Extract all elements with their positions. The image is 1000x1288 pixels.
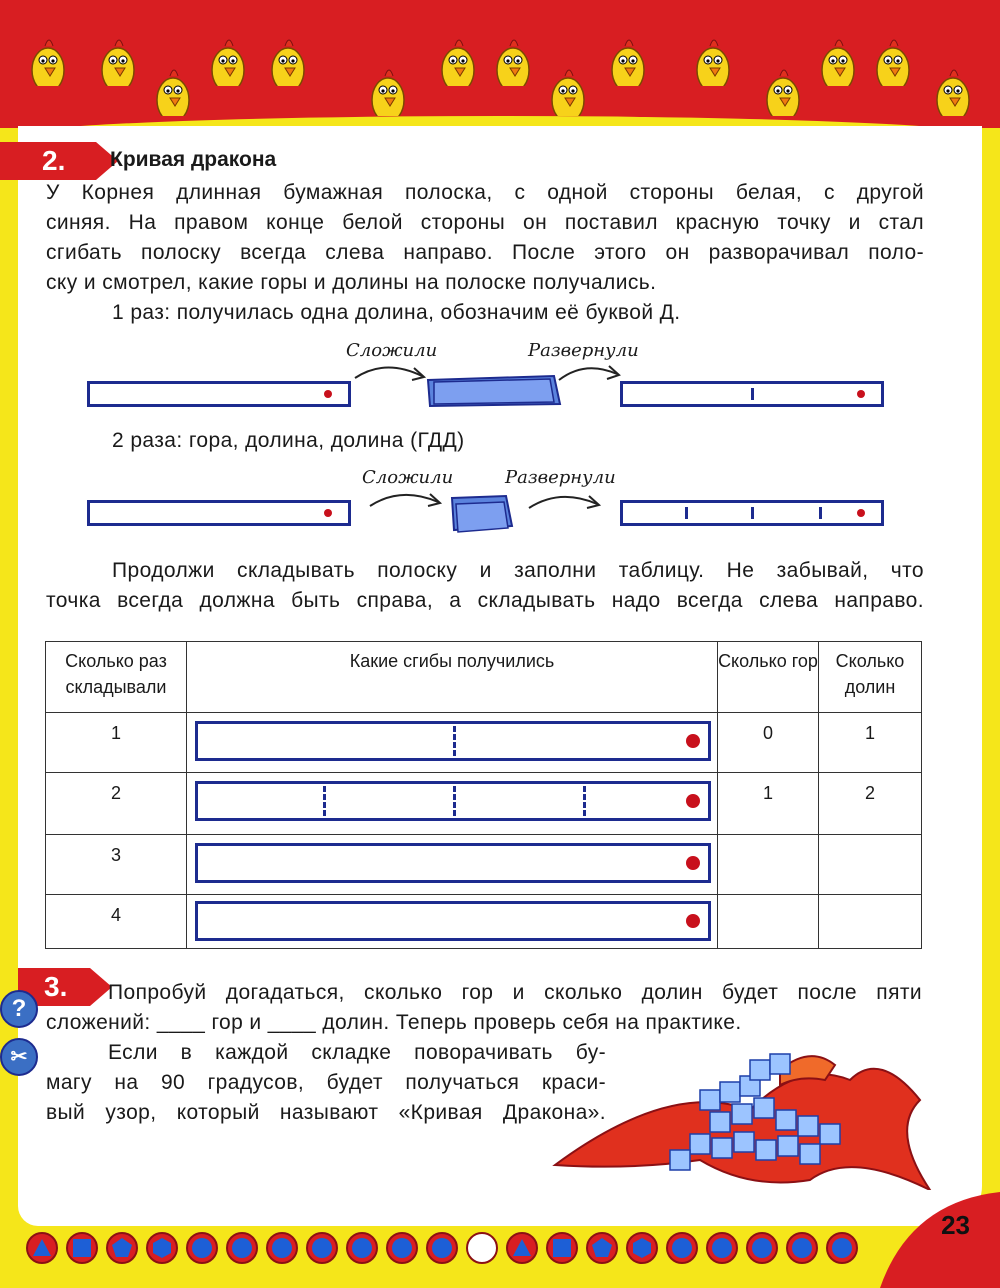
mountains-cell[interactable]: 0 bbox=[718, 713, 819, 773]
folded-label: Сложили bbox=[346, 340, 438, 361]
red-dot bbox=[686, 914, 700, 928]
folds-cell[interactable] bbox=[187, 895, 718, 949]
fold-line bbox=[819, 507, 822, 519]
task3-line: сложений: ____ гор и ____ долин. Теперь проверь себя на практике. bbox=[46, 1011, 742, 1034]
continue-line: точка всегда должна быть справа, а складывать надо всегда слева направо. bbox=[46, 589, 924, 612]
times-cell: 3 bbox=[46, 835, 187, 895]
times-cell: 1 bbox=[46, 713, 187, 773]
chick-icon bbox=[605, 32, 647, 86]
unfolded-label: Развернули bbox=[505, 467, 616, 488]
valleys-cell[interactable] bbox=[819, 895, 922, 949]
page-number: 23 bbox=[941, 1210, 970, 1240]
arrow-icon bbox=[366, 484, 446, 514]
chick-icon bbox=[930, 62, 972, 116]
red-dot bbox=[686, 734, 700, 748]
continue-text bbox=[46, 556, 924, 616]
folded-label: Сложили bbox=[362, 467, 454, 488]
step1-text: 1 раз: получилась одна долина, обозначим её буквой Д. bbox=[112, 301, 681, 324]
mountains-cell[interactable] bbox=[718, 835, 819, 895]
task-title: Кривая дракона bbox=[110, 148, 277, 171]
folded-strip-icon bbox=[424, 374, 564, 410]
header-times: Сколько раз складывали bbox=[46, 642, 187, 713]
table-row bbox=[46, 713, 922, 773]
chick-icon bbox=[870, 32, 912, 86]
folded-strip-icon bbox=[446, 494, 518, 536]
chick-icon bbox=[265, 32, 307, 86]
valleys-cell[interactable]: 2 bbox=[819, 773, 922, 835]
arrow-icon bbox=[555, 358, 625, 388]
table-row bbox=[46, 835, 922, 895]
chick-icon bbox=[545, 62, 587, 116]
chick-icon bbox=[25, 32, 67, 86]
fold-line bbox=[751, 388, 754, 400]
task3-extra-text bbox=[46, 1038, 606, 1128]
strip-initial bbox=[87, 381, 351, 407]
red-dot bbox=[686, 794, 700, 808]
chick-icon bbox=[760, 62, 802, 116]
strip-diagram bbox=[195, 781, 711, 821]
red-dot bbox=[686, 856, 700, 870]
strip-unfolded-2 bbox=[620, 500, 884, 526]
task3-line: Попробуй догадаться, сколько гор и сколько долин будет после пяти bbox=[108, 981, 922, 1004]
chick-icon bbox=[150, 62, 192, 116]
arrow-icon bbox=[525, 486, 605, 516]
mountains-cell[interactable] bbox=[718, 895, 819, 949]
folds-cell[interactable] bbox=[187, 713, 718, 773]
continue-line: Продолжи складывать полоску и заполни таблицу. Не забывай, что bbox=[112, 559, 924, 582]
red-dot bbox=[324, 509, 332, 517]
intro-line: У Корнея длинная бумажная полоска, с одной стороны белая, с другой bbox=[46, 181, 924, 204]
header-banner bbox=[0, 0, 1000, 128]
folds-cell[interactable] bbox=[187, 773, 718, 835]
task3-extra-line: Если в каждой складке поворачивать бу- bbox=[108, 1041, 606, 1064]
red-dot bbox=[857, 509, 865, 517]
task-intro bbox=[46, 178, 924, 298]
chick-icon bbox=[205, 32, 247, 86]
chick-icon bbox=[435, 32, 477, 86]
chick-icon bbox=[815, 32, 857, 86]
strip-diagram bbox=[195, 721, 711, 761]
folds-cell[interactable] bbox=[187, 835, 718, 895]
unfolded-label: Развернули bbox=[528, 340, 639, 361]
page-corner bbox=[880, 1192, 1000, 1288]
strip-diagram bbox=[195, 843, 711, 883]
dragon-curve-illustration bbox=[550, 1040, 935, 1190]
question-icon: ? bbox=[0, 990, 38, 1028]
task3-extra-line: магу на 90 градусов, будет получаться краси- bbox=[46, 1071, 606, 1094]
header-mountains: Сколько гор bbox=[718, 642, 819, 713]
arrow-icon bbox=[350, 358, 430, 388]
step2-text: 2 раза: гора, долина, долина (ГДД) bbox=[112, 429, 465, 452]
times-cell: 2 bbox=[46, 773, 187, 835]
table-header-row bbox=[46, 642, 922, 713]
task-number-badge: 3. bbox=[18, 968, 90, 1006]
times-cell: 4 bbox=[46, 895, 187, 949]
chick-icon bbox=[95, 32, 137, 86]
valleys-cell[interactable]: 1 bbox=[819, 713, 922, 773]
scissors-icon: ✂ bbox=[0, 1038, 38, 1076]
folds-table bbox=[45, 641, 922, 949]
strip-unfolded-1 bbox=[620, 381, 884, 407]
task-number-badge: 2. bbox=[0, 142, 96, 180]
fold-line bbox=[751, 507, 754, 519]
header-folds: Какие сгибы получились bbox=[187, 642, 718, 713]
strip-initial bbox=[87, 500, 351, 526]
header-valleys: Сколько долин bbox=[819, 642, 922, 713]
intro-line: ску и смотрел, какие горы и долины на полоске получались. bbox=[46, 271, 657, 294]
task3-extra-line: вый узор, который называют «Кривая Дракона». bbox=[46, 1101, 606, 1124]
strip-diagram bbox=[195, 901, 711, 941]
chick-icon bbox=[490, 32, 532, 86]
mountains-cell[interactable]: 1 bbox=[718, 773, 819, 835]
table-row bbox=[46, 773, 922, 835]
intro-line: синяя. На правом конце белой стороны он поставил красную точку и стал bbox=[46, 211, 924, 234]
fold-line bbox=[685, 507, 688, 519]
red-dot bbox=[324, 390, 332, 398]
intro-line: сгибать полоску всегда слева направо. После этого он разворачивал поло- bbox=[46, 241, 924, 264]
red-dot bbox=[857, 390, 865, 398]
task3-text bbox=[46, 978, 922, 1038]
valleys-cell[interactable] bbox=[819, 835, 922, 895]
table-row bbox=[46, 895, 922, 949]
chick-icon bbox=[365, 62, 407, 116]
chick-icon bbox=[690, 32, 732, 86]
